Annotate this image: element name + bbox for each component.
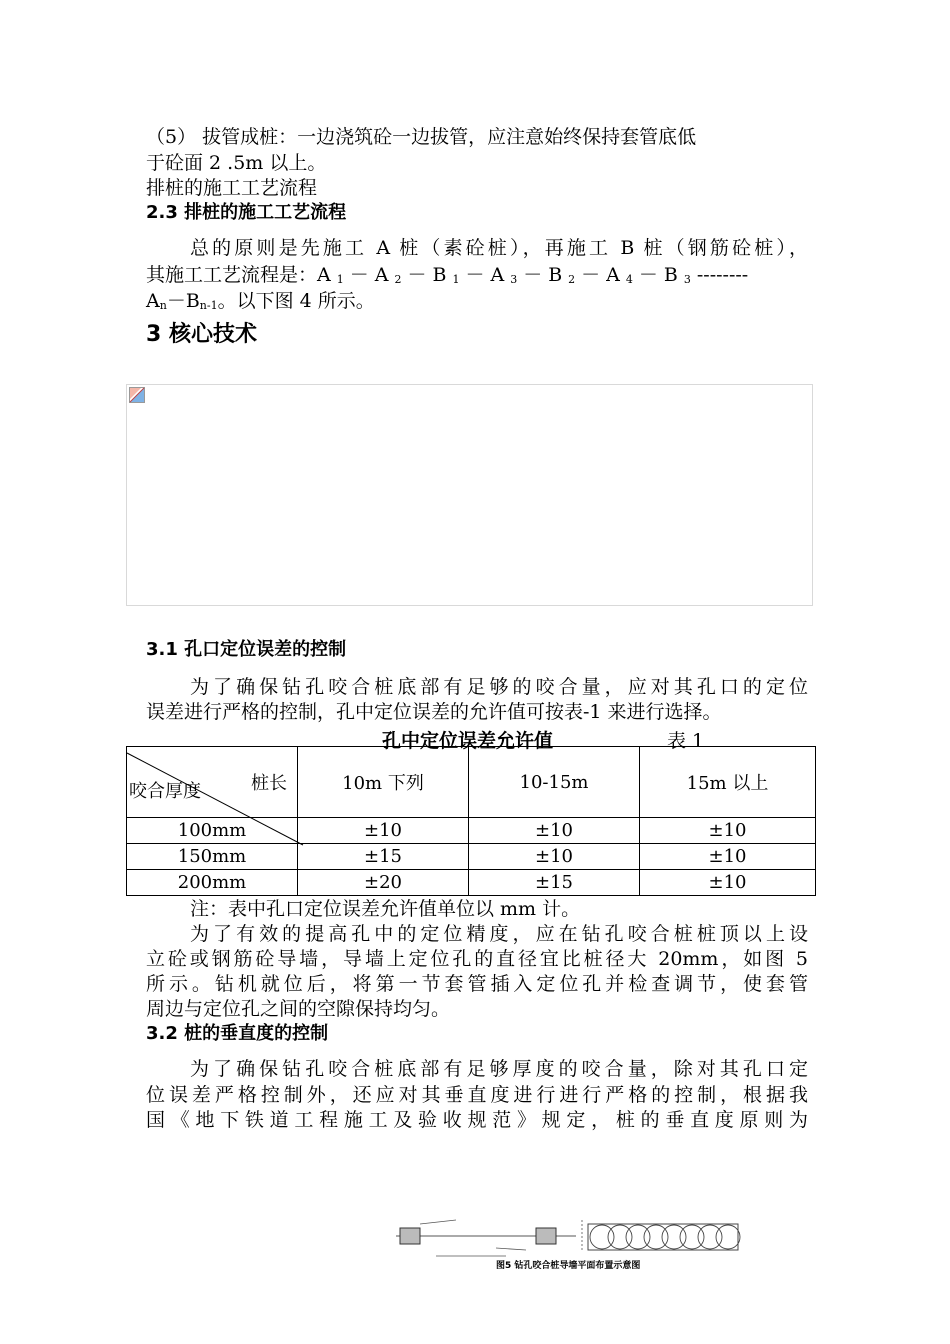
flow-step: －A [581,264,626,286]
heading-3: 3 核心技术 [146,322,257,347]
flow-step: －A [349,264,395,286]
table-cell: ±10 [640,818,816,844]
stray-heading: 排桩的施工工艺流程 [146,177,318,199]
para-3-1-line2: 误差进行严格的控制，孔中定位误差的允许值可按表-1 来进行选择。 [146,701,722,723]
table-cell: ±10 [469,844,640,870]
heading-3-1: 3.1 孔口定位误差的控制 [146,639,347,660]
table-cell: ±20 [298,870,469,896]
flow-step-subscript: 4 [625,273,639,286]
flow-step: －B [638,264,684,286]
column-header: 15m 以上 [640,747,816,818]
flow-step: －A [465,264,511,286]
para-guide-wall-line3: 所示。钻机就位后，将第一节套管插入定位孔并检查调节，使套管 [146,973,808,995]
table-cell: ±15 [469,870,640,896]
figure-5-guide-wall [396,1214,746,1270]
para-3-1-line1: 为了确保钻孔咬合桩底部有足够的咬合量，应对其孔口的定位 [190,676,808,698]
table-cell: ±15 [298,844,469,870]
figure-5-caption: 图5 钻孔咬合桩导墙平面布置示意图 [496,1261,641,1271]
para-guide-wall-line1: 为了有效的提高孔中的定位精度，应在钻孔咬合桩桩顶以上设 [190,923,808,945]
para-3-2-line2: 位误差严格控制外，还应对其垂直度进行进行严格的控制，根据我 [146,1084,808,1106]
table-header-row [127,747,816,818]
flow-step-subscript: 2 [568,273,582,286]
tolerance-table [126,746,816,896]
row-label: 200mm [127,870,298,896]
para-flow-line1: 总的原则是先施工 A 桩（素砼桩），再施工 B 桩（钢筋砼桩）， [190,237,808,259]
para-guide-wall-line4: 周边与定位孔之间的空隙保持均匀。 [146,998,451,1020]
flow-step: －B [523,264,569,286]
row-label: 150mm [127,844,298,870]
missing-figure-4 [126,384,813,606]
column-header: 10-15m [469,747,640,818]
table-cell: ±10 [298,818,469,844]
table-cell: ±10 [640,844,816,870]
table-note: 注：表中孔口定位误差允许值单位以 mm 计。 [190,898,581,920]
row-label: 100mm [127,818,298,844]
para-flow-line2: 其施工工艺流程是：A1－A2－B1－A3－B2－A4－B3-------- [146,264,749,286]
column-header: 10m 下列 [298,747,469,818]
para-pull-pipe-line1: （5） 拔管成桩：一边浇筑砼一边拔管，应注意始终保持套管底低 [146,126,697,148]
table-title: 孔中定位误差允许值 [382,730,554,752]
corner-label-pile-length: 桩长 [251,773,287,794]
heading-3-2: 3.2 桩的垂直度的控制 [146,1023,329,1044]
table-row [127,870,816,896]
table-corner-cell [127,747,298,818]
table-cell: ±10 [469,818,640,844]
flow-step-subscript: 1 [336,273,350,286]
broken-image-icon [129,387,145,403]
para-3-2-line1: 为了确保钻孔咬合桩底部有足够厚度的咬合量，除对其孔口定 [190,1058,808,1080]
para-3-2-line3: 国《地下铁道工程施工及验收规范》规定，桩的垂直度原则为 [146,1109,808,1131]
flow-step: －B [407,264,453,286]
para-pull-pipe-line2: 于砼面 2 .5m 以上。 [146,152,327,174]
table-number: 表 1 [667,730,705,752]
table-row [127,844,816,870]
flow-step-subscript: 2 [394,273,408,286]
para-flow-line3: An－Bn-1。以下图 4 所示。 [146,290,375,312]
flow-step-subscript: 3 [683,273,697,286]
corner-label-overlap-thickness: 咬合厚度 [129,781,201,802]
heading-2-3: 2.3 排桩的施工工艺流程 [146,202,347,223]
para-guide-wall-line2: 立砼或钢筋砼导墙，导墙上定位孔的直径宜比桩径大 20mm，如图 5 [146,948,808,970]
flow-step: A [317,264,337,286]
table-cell: ±10 [640,870,816,896]
flow-step-subscript: 3 [510,273,524,286]
flow-step-subscript: 1 [452,273,466,286]
